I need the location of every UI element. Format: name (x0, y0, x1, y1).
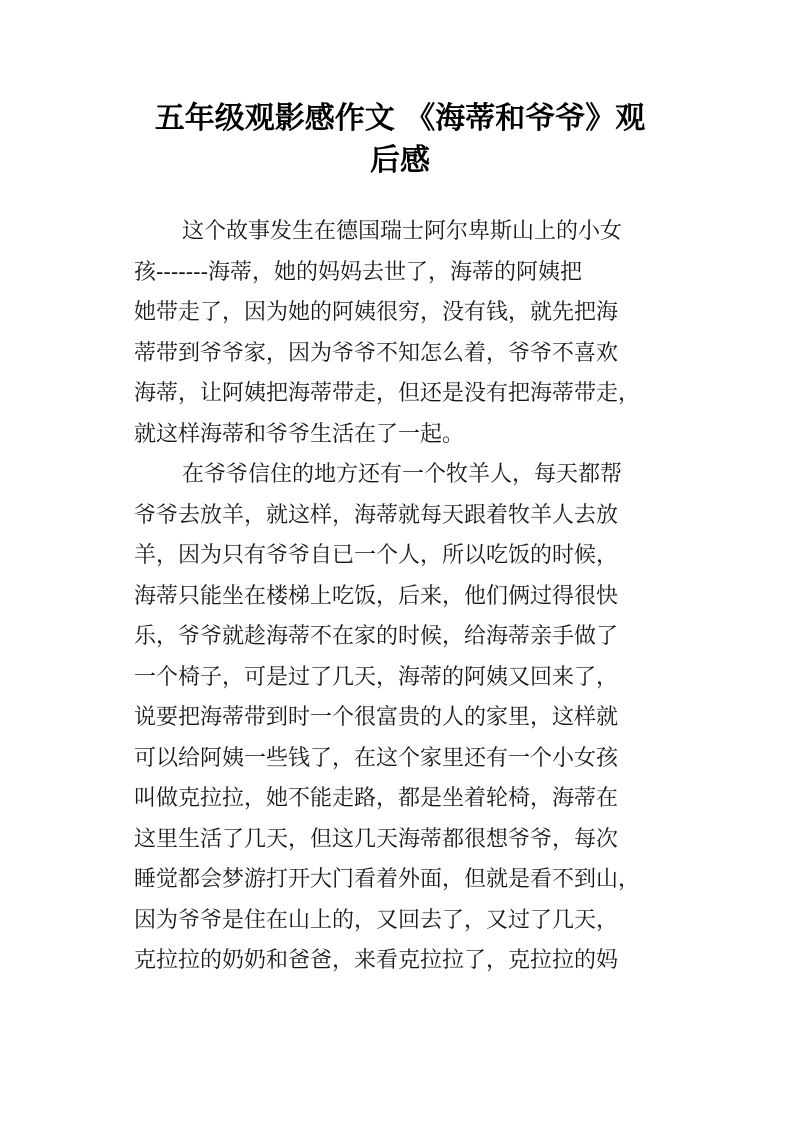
text-line: 就这样海蒂和爷爷生活在了一起。 (134, 421, 465, 447)
text-line: 说要把海蒂带到时一个很富贵的人的家里，这样就 (134, 705, 619, 730)
text-line: 因为爷爷是住在山上的，又回去了，又过了几天， (134, 907, 619, 933)
text-line: 羊，因为只有爷爷自已一个人，所以吃饭的时候， (134, 543, 619, 568)
text-line: 海蒂只能坐在楼梯上吃饭，后来，他们俩过得很快 (134, 583, 619, 609)
text-line: 这里生活了几天，但这几天海蒂都很想爷爷，每次 (134, 826, 619, 852)
title-line-2: 后感 (370, 143, 430, 178)
text-line: 爷爷去放羊，就这样，海蒂就每天跟着牧羊人去放 (134, 502, 619, 528)
title-line-1: 五年级观影感作文 《海蒂和爷爷》观 (154, 101, 646, 136)
document-title (100, 98, 700, 182)
paragraph-2 (134, 455, 674, 982)
text-line: 蒂带到爷爷家，因为爷爷不知怎么着，爷爷不喜欢 (134, 340, 619, 366)
text-line: 在爷爷信住的地方还有一个牧羊人，每天都帮 (182, 462, 623, 487)
text-line: 克拉拉的奶奶和爸爸，来看克拉拉了，克拉拉的妈 (134, 948, 619, 973)
paragraph-1 (134, 212, 674, 455)
text-line: 孩-------海蒂，她的妈妈去世了，海蒂的阿姨把 (134, 259, 583, 285)
text-line: 乐，爷爷就趁海蒂不在家的时候，给海蒂亲手做了 (134, 624, 619, 649)
text-line: 可以给阿姨一些钱了，在这个家里还有一个小女孩 (134, 745, 619, 771)
text-line: 这个故事发生在德国瑞士阿尔卑斯山上的小女 (182, 219, 623, 244)
text-line: 海蒂，让阿姨把海蒂带走，但还是没有把海蒂带走， (134, 381, 641, 406)
text-line: 睡觉都会梦游打开大门看着外面，但就是看不到山， (134, 867, 641, 892)
text-line: 一个椅子，可是过了几天，海蒂的阿姨又回来了， (134, 664, 619, 690)
text-line: 她带走了，因为她的阿姨很穷，没有钱，就先把海 (134, 300, 619, 325)
text-line: 叫做克拉拉，她不能走路，都是坐着轮椅，海蒂在 (134, 786, 619, 811)
document-body (134, 212, 674, 982)
